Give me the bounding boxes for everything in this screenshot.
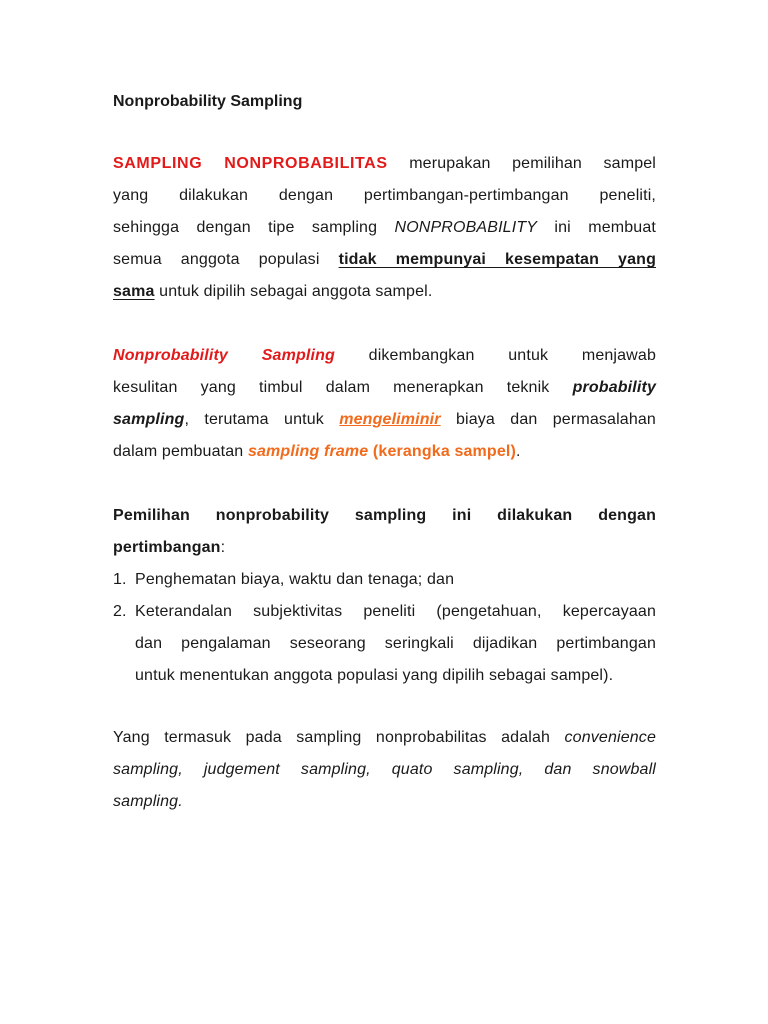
text-fragment: semua anggota populasi [113,251,320,268]
numbered-list [113,564,656,692]
paragraph-line: sampling. [113,793,183,810]
paragraph-line [113,722,656,754]
list-item [113,564,656,596]
list-line: dan pengalaman seseorang seringkali dijadikan pertimbangan [135,635,656,652]
paragraph-line: Pemilihan nonprobability sampling ini dilakukan dengan [113,507,656,524]
text-fragment: biaya dan permasalahan [455,411,656,428]
text-fragment: kesulitan yang timbul dalam menerapkan teknik [113,379,550,396]
text-fragment: dikembangkan untuk menjawab [368,347,656,364]
list-item [113,596,656,692]
list-line: Penghematan biaya, waktu dan tenaga; dan [135,571,455,588]
list-line: untuk menentukan anggota populasi yang dipilih sebagai sampel). [135,667,614,684]
term-sampling: sampling [113,411,185,428]
paragraph-line [113,532,656,564]
term-nonprobability-sampling: Nonprobability Sampling [113,347,335,364]
paragraph-types [113,722,656,818]
paragraph-line [113,372,656,404]
text-fragment: ini membuat [554,219,656,236]
page-title: Nonprobability Sampling [113,93,303,110]
text-fragment: : [220,539,226,556]
paragraph-line [113,276,656,308]
text-fragment: dalam pembuatan [113,443,244,460]
paragraph-considerations [113,500,656,564]
term-mengeliminir: mengeliminir [339,411,441,428]
text-fragment: merupakan pemilihan sampel [409,155,656,172]
term-probability: probability [572,379,656,396]
text-fragment: Yang termasuk pada sampling nonprobabilitas adalah [113,729,551,746]
paragraph-line [113,436,656,468]
paragraph-line [113,148,656,180]
list-number: 2. [113,603,127,620]
paragraph-line [113,340,656,372]
paragraph-definition [113,148,656,308]
paragraph-line [113,404,656,436]
term-sampling-frame: sampling frame [247,443,369,460]
emphasis-text: tidak mempunyai kesempatan yang [338,251,656,268]
text-fragment: , terutama untuk [184,411,324,428]
paragraph-line [113,212,656,244]
emphasis-text: pertimbangan [113,539,221,556]
term-kerangka-sampel: (kerangka sampel) [372,443,516,460]
text-fragment: . [515,443,521,460]
paragraph-line: yang dilakukan dengan pertimbangan-pertimbangan peneliti, [113,187,656,204]
text-fragment: untuk dipilih sebagai anggota sampel. [159,283,433,300]
list-number: 1. [113,571,127,588]
term-sampling-nonprobabilitas: SAMPLING NONPROBABILITAS [113,155,388,172]
emphasis-text: sama [113,283,155,300]
paragraph-line: sampling, judgement sampling, quato sampling, dan snowball [113,761,656,778]
term-nonprobability: NONPROBABILITY [394,219,538,236]
paragraph-line [113,244,656,276]
term-convenience: convenience [564,729,656,746]
paragraph-purpose [113,340,656,468]
text-fragment: sehingga dengan tipe sampling [113,219,378,236]
list-line: Keterandalan subjektivitas peneliti (pengetahuan, kepercayaan [135,603,656,620]
